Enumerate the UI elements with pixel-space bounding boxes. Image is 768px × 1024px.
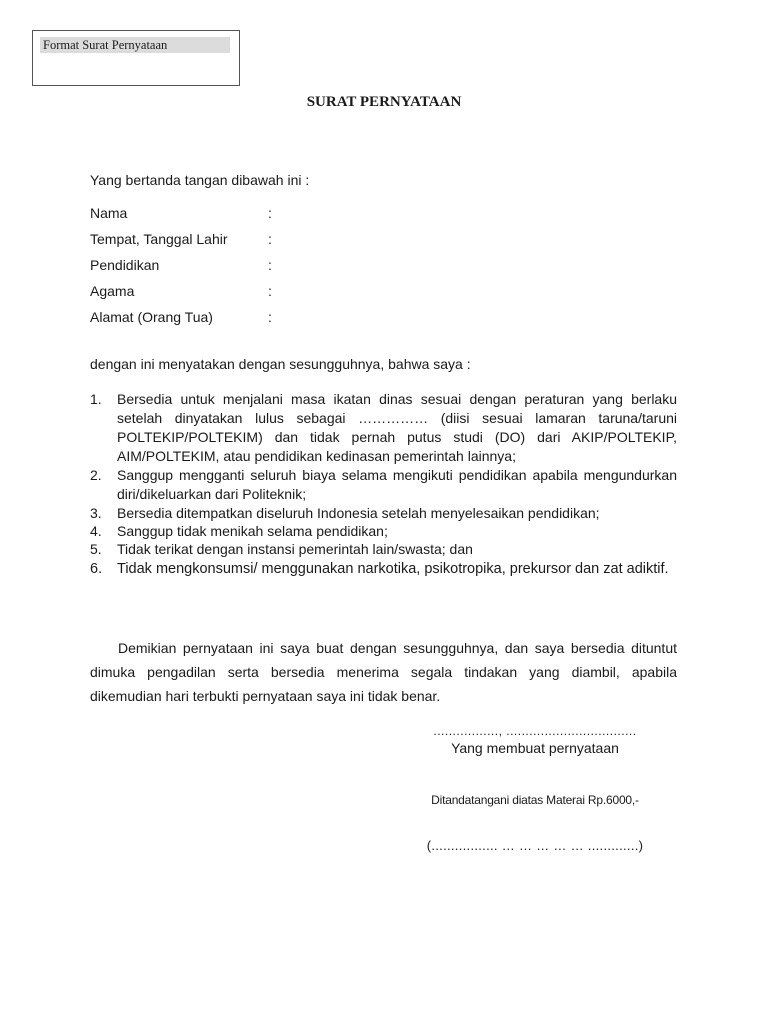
- list-item: [90, 390, 677, 466]
- item-number: 5.: [90, 541, 102, 557]
- field-colon: :: [268, 309, 272, 325]
- field-label: Nama: [90, 205, 128, 221]
- field-alamat: [90, 308, 390, 334]
- field-label: Alamat (Orang Tua): [90, 309, 213, 325]
- item-number: 1.: [90, 391, 102, 407]
- item-number: 6.: [90, 561, 103, 577]
- item-text: Bersedia ditempatkan diseluruh Indonesia setelah menyelesaikan pendidikan;: [117, 505, 600, 521]
- signature-place-date: ................., ..................................: [433, 724, 637, 738]
- field-tempat-tanggal-lahir: [90, 230, 390, 256]
- field-label: Agama: [90, 283, 135, 299]
- signature-signer: Yang membuat pernyataan: [451, 740, 619, 756]
- document-title: SURAT PERNYATAAN: [306, 94, 462, 110]
- field-label: Tempat, Tanggal Lahir: [90, 231, 228, 247]
- field-colon: :: [268, 257, 272, 273]
- list-item: [90, 466, 677, 504]
- format-label: Format Surat Pernyataan: [40, 37, 230, 53]
- item-text: Bersedia untuk menjalani masa ikatan dinas sesuai dengan peraturan yang berlaku setelah dinyatakan lulus sebagai …………… (diisi sesuai lamaran taruna/taruni POLTEKIP/POLTEKIM) dan tidak pernah putus studi (DO) dari AKIP/POLTEKIP, AIM/POLTEKIM, atau pendidikan kedinasan pemerintah lainnya;: [117, 391, 677, 464]
- field-pendidikan: [90, 256, 390, 282]
- list-item: [90, 540, 677, 558]
- item-text: Sanggup mengganti seluruh biaya selama mengikuti pendidikan apabila mengundurkan diri/dikeluarkan dari Politeknik;: [117, 467, 677, 502]
- statement-text: dengan ini menyatakan dengan sesungguhnya, bahwa saya :: [90, 356, 471, 372]
- closing-paragraph: Demikian pernyataan ini saya buat dengan sesungguhnya, dan saya bersedia dituntut dimuka pengadilan serta bersedia menerima segala tindakan yang diambil, apabila dikemudian hari terbukti pernyataan saya ini tidak benar.: [90, 640, 677, 704]
- item-number: 4.: [90, 523, 102, 539]
- signature-materai-note: Ditandatangani diatas Materai Rp.6000,-: [431, 793, 639, 807]
- item-text: Sanggup tidak menikah selama pendidikan;: [117, 523, 388, 539]
- item-text: Tidak terikat dengan instansi pemerintah lain/swasta; dan: [117, 541, 473, 557]
- list-item: [90, 504, 677, 522]
- item-text: Tidak mengkonsumsi/ menggunakan narkotika, psikotropika, prekursor dan zat adiktif.: [117, 561, 669, 577]
- field-colon: :: [268, 283, 272, 299]
- intro-text: Yang bertanda tangan dibawah ini :: [90, 172, 310, 188]
- item-number: 3.: [90, 505, 102, 521]
- identity-fields: [90, 204, 390, 334]
- field-colon: :: [268, 231, 272, 247]
- field-colon: :: [268, 205, 272, 221]
- field-label: Pendidikan: [90, 257, 160, 273]
- item-number: 2.: [90, 467, 102, 483]
- field-nama: [90, 204, 390, 230]
- format-box: [32, 30, 240, 86]
- field-agama: [90, 282, 390, 308]
- list-item: [90, 522, 677, 540]
- declaration-list: [90, 390, 677, 580]
- list-item: [90, 558, 677, 580]
- signature-name-line: (................. … … … … … .............): [426, 838, 644, 853]
